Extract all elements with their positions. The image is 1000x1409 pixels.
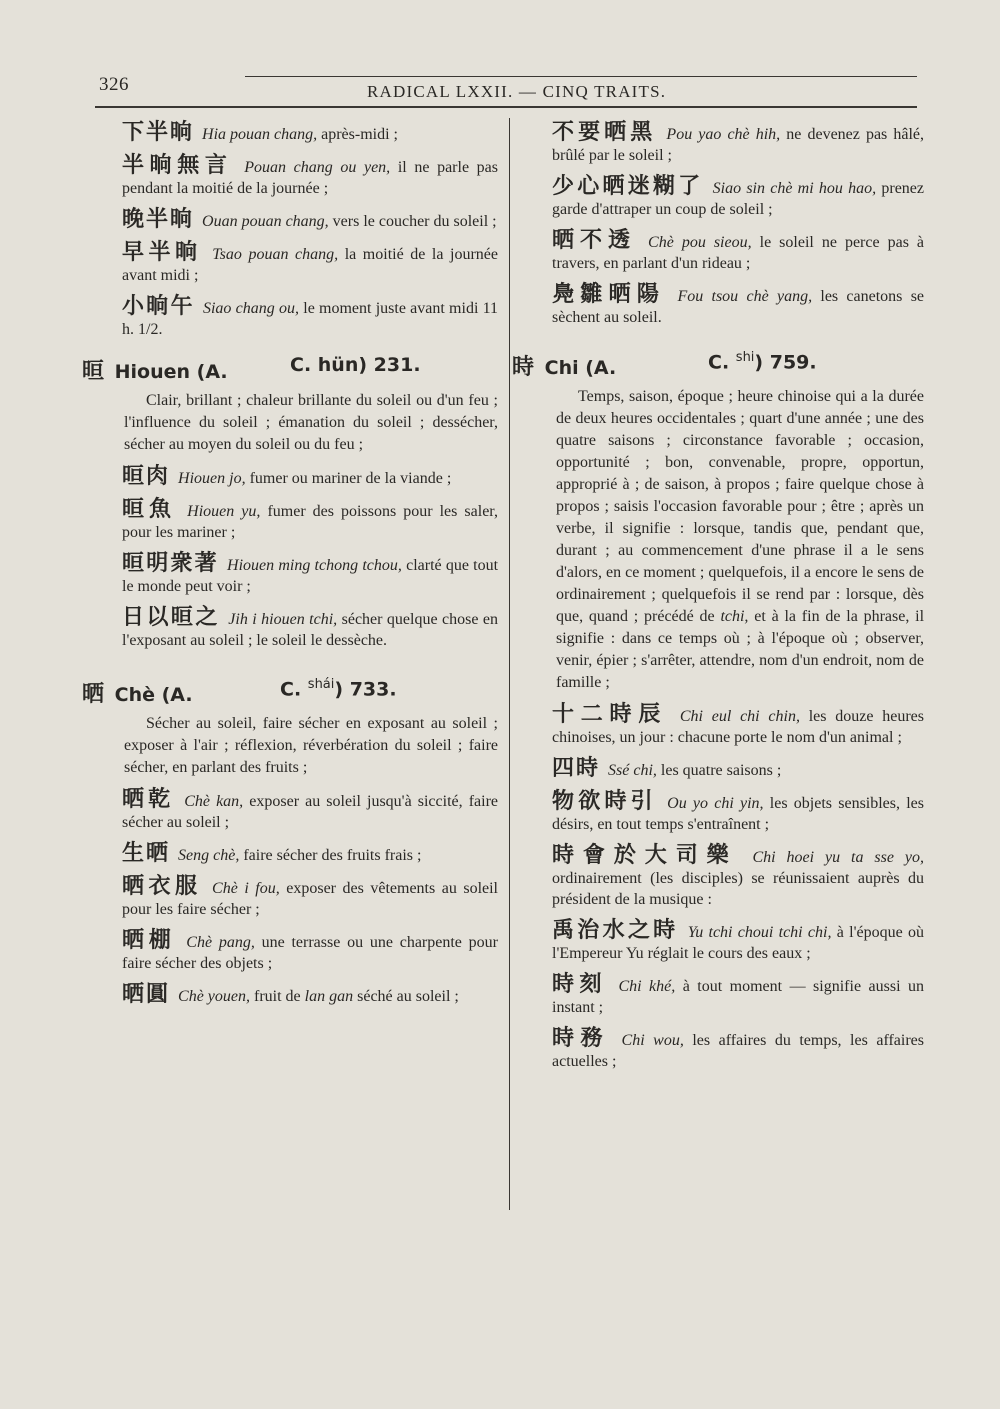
romanization: Chè pou sieou, — [648, 234, 752, 251]
definition: ne devenez pas hâlé, brûlé par le soleil ; — [552, 126, 925, 164]
hanzi: 小晌午 — [122, 294, 195, 319]
romanization: Chi hoei yu ta sse yo, — [752, 849, 924, 866]
page-number: 326 — [99, 74, 129, 95]
hanzi: 晒棚 — [122, 928, 176, 953]
hanzi: 少心晒迷糊了 — [552, 174, 704, 199]
romanization: Chi wou, — [621, 1032, 684, 1049]
romanization: Siao sin chè mi hou hao, — [712, 180, 877, 197]
running-title: RADICAL LXXII. — CINQ TRAITS. — [367, 82, 667, 101]
compound-entry — [552, 122, 924, 166]
definition: il ne parle pas pendant la moitié de la journée ; — [122, 159, 499, 197]
hanzi: 鳧雛晒陽 — [552, 282, 666, 307]
compound-entry — [552, 758, 924, 781]
romanization: Ouan pouan chang, — [202, 213, 329, 230]
hanzi: 下半晌 — [122, 120, 195, 145]
character-heading — [512, 350, 924, 380]
hanzi: 時會於大司樂 — [552, 843, 738, 868]
compound-entry — [122, 499, 498, 543]
compound-entry — [122, 553, 498, 597]
hanzi: 十二時辰 — [552, 702, 668, 727]
compound-entry — [552, 176, 924, 220]
character-heading — [82, 354, 498, 384]
hanzi: 不要晒黑 — [552, 120, 657, 145]
hanzi: 晒不透 — [552, 228, 637, 253]
definition: les affaires du temps, les affaires actuelles ; — [552, 1032, 925, 1070]
romanization: Tsao pouan chang, — [212, 246, 339, 263]
hanzi: 早半晌 — [122, 240, 202, 265]
compound-entry — [122, 242, 498, 286]
definition: les douze heures chinoises, un jour : chacune porte le nom d'un animal ; — [552, 708, 925, 746]
compound-list-top — [82, 122, 498, 340]
romanization: Hiouen jo, — [178, 470, 246, 487]
compound-list — [512, 704, 924, 1072]
compound-entry — [552, 230, 924, 274]
definition: fruit de — [254, 988, 301, 1005]
romanization: Seng chè, — [178, 847, 240, 864]
compound-entry — [122, 155, 498, 199]
romanization: Chè pang, — [186, 934, 255, 951]
definition: ordinairement (les disciples) se réunissaient auprès du président de la musique : — [552, 870, 924, 908]
romanization: Ssé chi, — [608, 762, 657, 779]
compound-entry — [122, 296, 498, 340]
compound-entry — [122, 607, 498, 651]
romanization: Chè youen, — [178, 988, 250, 1005]
compound-entry — [552, 791, 924, 835]
compound-entry — [552, 920, 924, 964]
hanzi: 晚半晌 — [122, 207, 195, 232]
head-romanization: Chè (A. — [114, 684, 193, 706]
romanization: Hiouen ming tchong tchou, — [227, 557, 402, 574]
head-cantonese: C. $^{shái}$) 733. — [280, 677, 397, 701]
hanzi: 晅肉 — [122, 464, 171, 489]
romanization: Pouan chang ou yen, — [244, 159, 391, 176]
header-rule — [245, 76, 917, 77]
right-column — [512, 122, 924, 1082]
head-cantonese: C. hün) 231. — [290, 354, 421, 376]
head-cantonese: C. $^{shi}$) 759. — [708, 350, 817, 374]
romanization: Chi eul chi chin, — [679, 708, 800, 725]
definition: prenez garde d'attraper un coup de soleil ; — [552, 180, 924, 218]
compound-entry — [122, 466, 498, 489]
column-divider — [509, 118, 510, 1210]
page-header — [95, 70, 917, 106]
hanzi: 晒乾 — [122, 787, 175, 812]
compound-entry — [122, 930, 498, 974]
romanization: Ou yo chi yin, — [667, 795, 764, 812]
compound-list-top — [512, 122, 924, 328]
romanization: Hiouen yu, — [187, 503, 261, 520]
compound-entry — [122, 122, 498, 145]
hanzi: 物欲時引 — [552, 789, 657, 814]
romanization: Yu tchi choui tchi chi, — [687, 924, 832, 941]
head-hanzi: 晅 — [82, 359, 105, 384]
romanization: Fou tsou chè yang, — [677, 288, 813, 305]
definition: les canetons se sèchent au soleil. — [552, 288, 925, 326]
definition: à l'époque où l'Empereur Yu réglait le cours des eaux ; — [552, 924, 924, 962]
definition: vers le coucher du soleil ; — [332, 213, 497, 230]
hanzi: 時刻 — [552, 972, 607, 997]
romanization-inline: lan gan — [304, 988, 354, 1005]
romanization: Pou yao chè hih, — [666, 126, 781, 143]
definition: les quatre saisons ; — [660, 762, 782, 779]
romanization: Hia pouan chang, — [202, 126, 318, 143]
definition: faire sécher des fruits frais ; — [243, 847, 422, 864]
hanzi: 晅明衆著 — [122, 551, 219, 576]
definition: sécher quelque chose en l'exposant au soleil ; le soleil le dessèche. — [122, 611, 499, 649]
left-column — [82, 122, 498, 1017]
compound-entry — [122, 789, 498, 833]
definition: après-midi ; — [321, 126, 398, 143]
compound-entry — [122, 843, 498, 866]
definition-cont: séché au soleil ; — [357, 988, 459, 1005]
compound-entry — [552, 974, 924, 1018]
definition: fumer des poissons pour les saler, pour les mariner ; — [122, 503, 498, 541]
head-hanzi: 時 — [512, 355, 535, 380]
romanization: Chi khé, — [618, 978, 676, 995]
definition: une terrasse ou une charpente pour faire sécher des objets ; — [122, 934, 498, 972]
compound-entry — [122, 209, 498, 232]
hanzi: 禹治水之時 — [552, 918, 679, 943]
compound-list — [82, 466, 498, 651]
hanzi: 半晌無言 — [122, 153, 233, 178]
hanzi: 晒圓 — [122, 982, 171, 1007]
hanzi: 四時 — [552, 756, 601, 781]
compound-entry — [552, 704, 924, 748]
head-hanzi: 晒 — [82, 682, 105, 707]
definition: clarté que tout le monde peut voir ; — [122, 557, 499, 595]
compound-entry — [122, 984, 498, 1007]
hanzi: 日以晅之 — [122, 605, 220, 630]
hanzi: 生晒 — [122, 841, 171, 866]
compound-entry — [552, 845, 924, 910]
compound-entry — [552, 1028, 924, 1072]
definition: exposer des vêtements au soleil pour les faire sécher ; — [122, 880, 499, 918]
definition: le moment juste avant midi 11 h. 1/2. — [122, 300, 499, 338]
hanzi: 晒衣服 — [122, 874, 202, 899]
head-romanization: Hiouen (A. — [114, 361, 228, 383]
romanization: Siao chang ou, — [202, 300, 299, 317]
definition: le soleil ne perce pas à travers, en parlant d'un rideau ; — [552, 234, 925, 272]
definition: à tout moment — signifie aussi un instant ; — [552, 978, 924, 1016]
romanization: Jih i hiouen tchi, — [228, 611, 338, 628]
hanzi: 晅魚 — [122, 497, 177, 522]
definition: les objets sensibles, les désirs, en tout temps s'entraînent ; — [552, 795, 925, 833]
compound-entry — [552, 284, 924, 328]
romanization: Chè kan, — [184, 793, 244, 810]
definition: fumer ou mariner de la viande ; — [249, 470, 452, 487]
header-underline — [95, 106, 917, 108]
head-romanization: Chi (A. — [544, 357, 617, 379]
compound-entry — [122, 876, 498, 920]
definition-paragraph: Sécher au soleil, faire sécher en exposant au soleil ; exposer à l'air ; réflexion, réverbération du soleil ; faire sécher, en parlant des fruits ; — [124, 715, 498, 776]
romanization: Chè i fou, — [212, 880, 280, 897]
definition-paragraph: Clair, brillant ; chaleur brillante du soleil ou d'un feu ; l'influence du soleil ; émanation du soleil ; dessécher, sécher au moyen du soleil ou du feu ; — [124, 392, 498, 453]
definition: exposer au soleil jusqu'à siccité, faire sécher au soleil ; — [122, 793, 498, 831]
definition: la moitié de la journée avant midi ; — [122, 246, 498, 284]
definition-paragraph: Temps, saison, époque ; heure chinoise qui a la durée de deux heures occidentales ; quart d'une année ; une des quatre saisons ; circonstance favorable ; occasion, opportunité ; bon, convenable, propre, opportun, approprié à ; de saison, à propos ; faire quelque chose à propos ; saisis l'occasion favorable pour ; être ; après un verbe, il signifie : lorsque, tandis que, pendant que, durant ; au commencement d'une phrase il a le sens d'alors, en ce moment ; quelquefois, il a encore le sens de ordinairement ; quelquefois il se rend par : lorsque, dès que, quand ; précédé de tchi, et à la fin de la phrase, il signifie : dans ce temps où ; à l'époque où ; observer, venir, épier ; s'arrêter, attendre, nom d'un endroit, nom de famille ; — [556, 388, 925, 691]
compound-list — [82, 789, 498, 1007]
hanzi: 時務 — [552, 1026, 610, 1051]
character-heading — [82, 677, 498, 707]
